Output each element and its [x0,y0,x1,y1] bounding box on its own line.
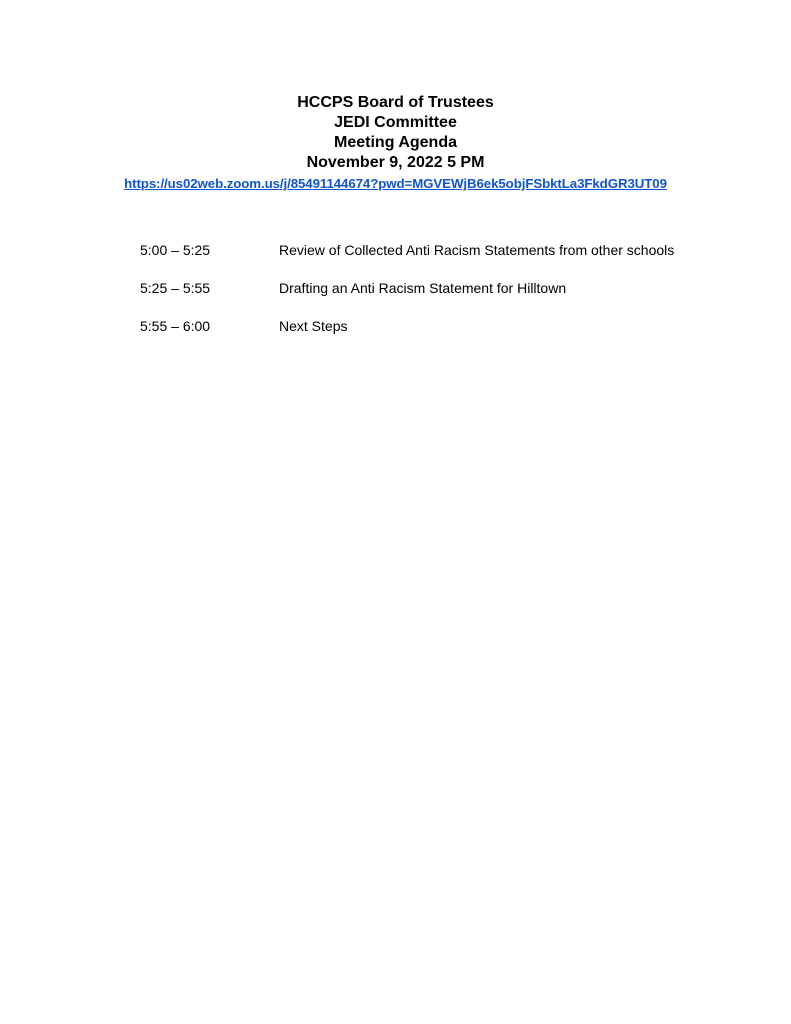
meeting-date-time: November 9, 2022 5 PM [306,154,485,171]
committee-title: JEDI Committee [334,114,457,131]
agenda-item-1 [140,241,760,279]
agenda-list [140,241,760,355]
agenda-item-time: 5:25 – 5:55 [140,280,211,296]
agenda-item-2 [140,279,760,317]
agenda-item-time: 5:00 – 5:25 [140,242,211,258]
agenda-item-topic: Drafting an Anti Racism Statement for Hilltown [279,280,567,296]
document-type-title: Meeting Agenda [334,134,457,151]
agenda-item-topic: Next Steps [279,318,348,334]
organization-title: HCCPS Board of Trustees [297,94,494,111]
agenda-header [0,93,791,193]
agenda-item-topic: Review of Collected Anti Racism Statements from other schools [279,242,675,258]
agenda-item-time: 5:55 – 6:00 [140,318,211,334]
agenda-item-3 [140,317,760,355]
zoom-meeting-link[interactable]: https://us02web.zoom.us/j/85491144674?pwd=MGVEWjB6ek5objFSbktLa3FkdGR3UT09 [124,176,667,191]
